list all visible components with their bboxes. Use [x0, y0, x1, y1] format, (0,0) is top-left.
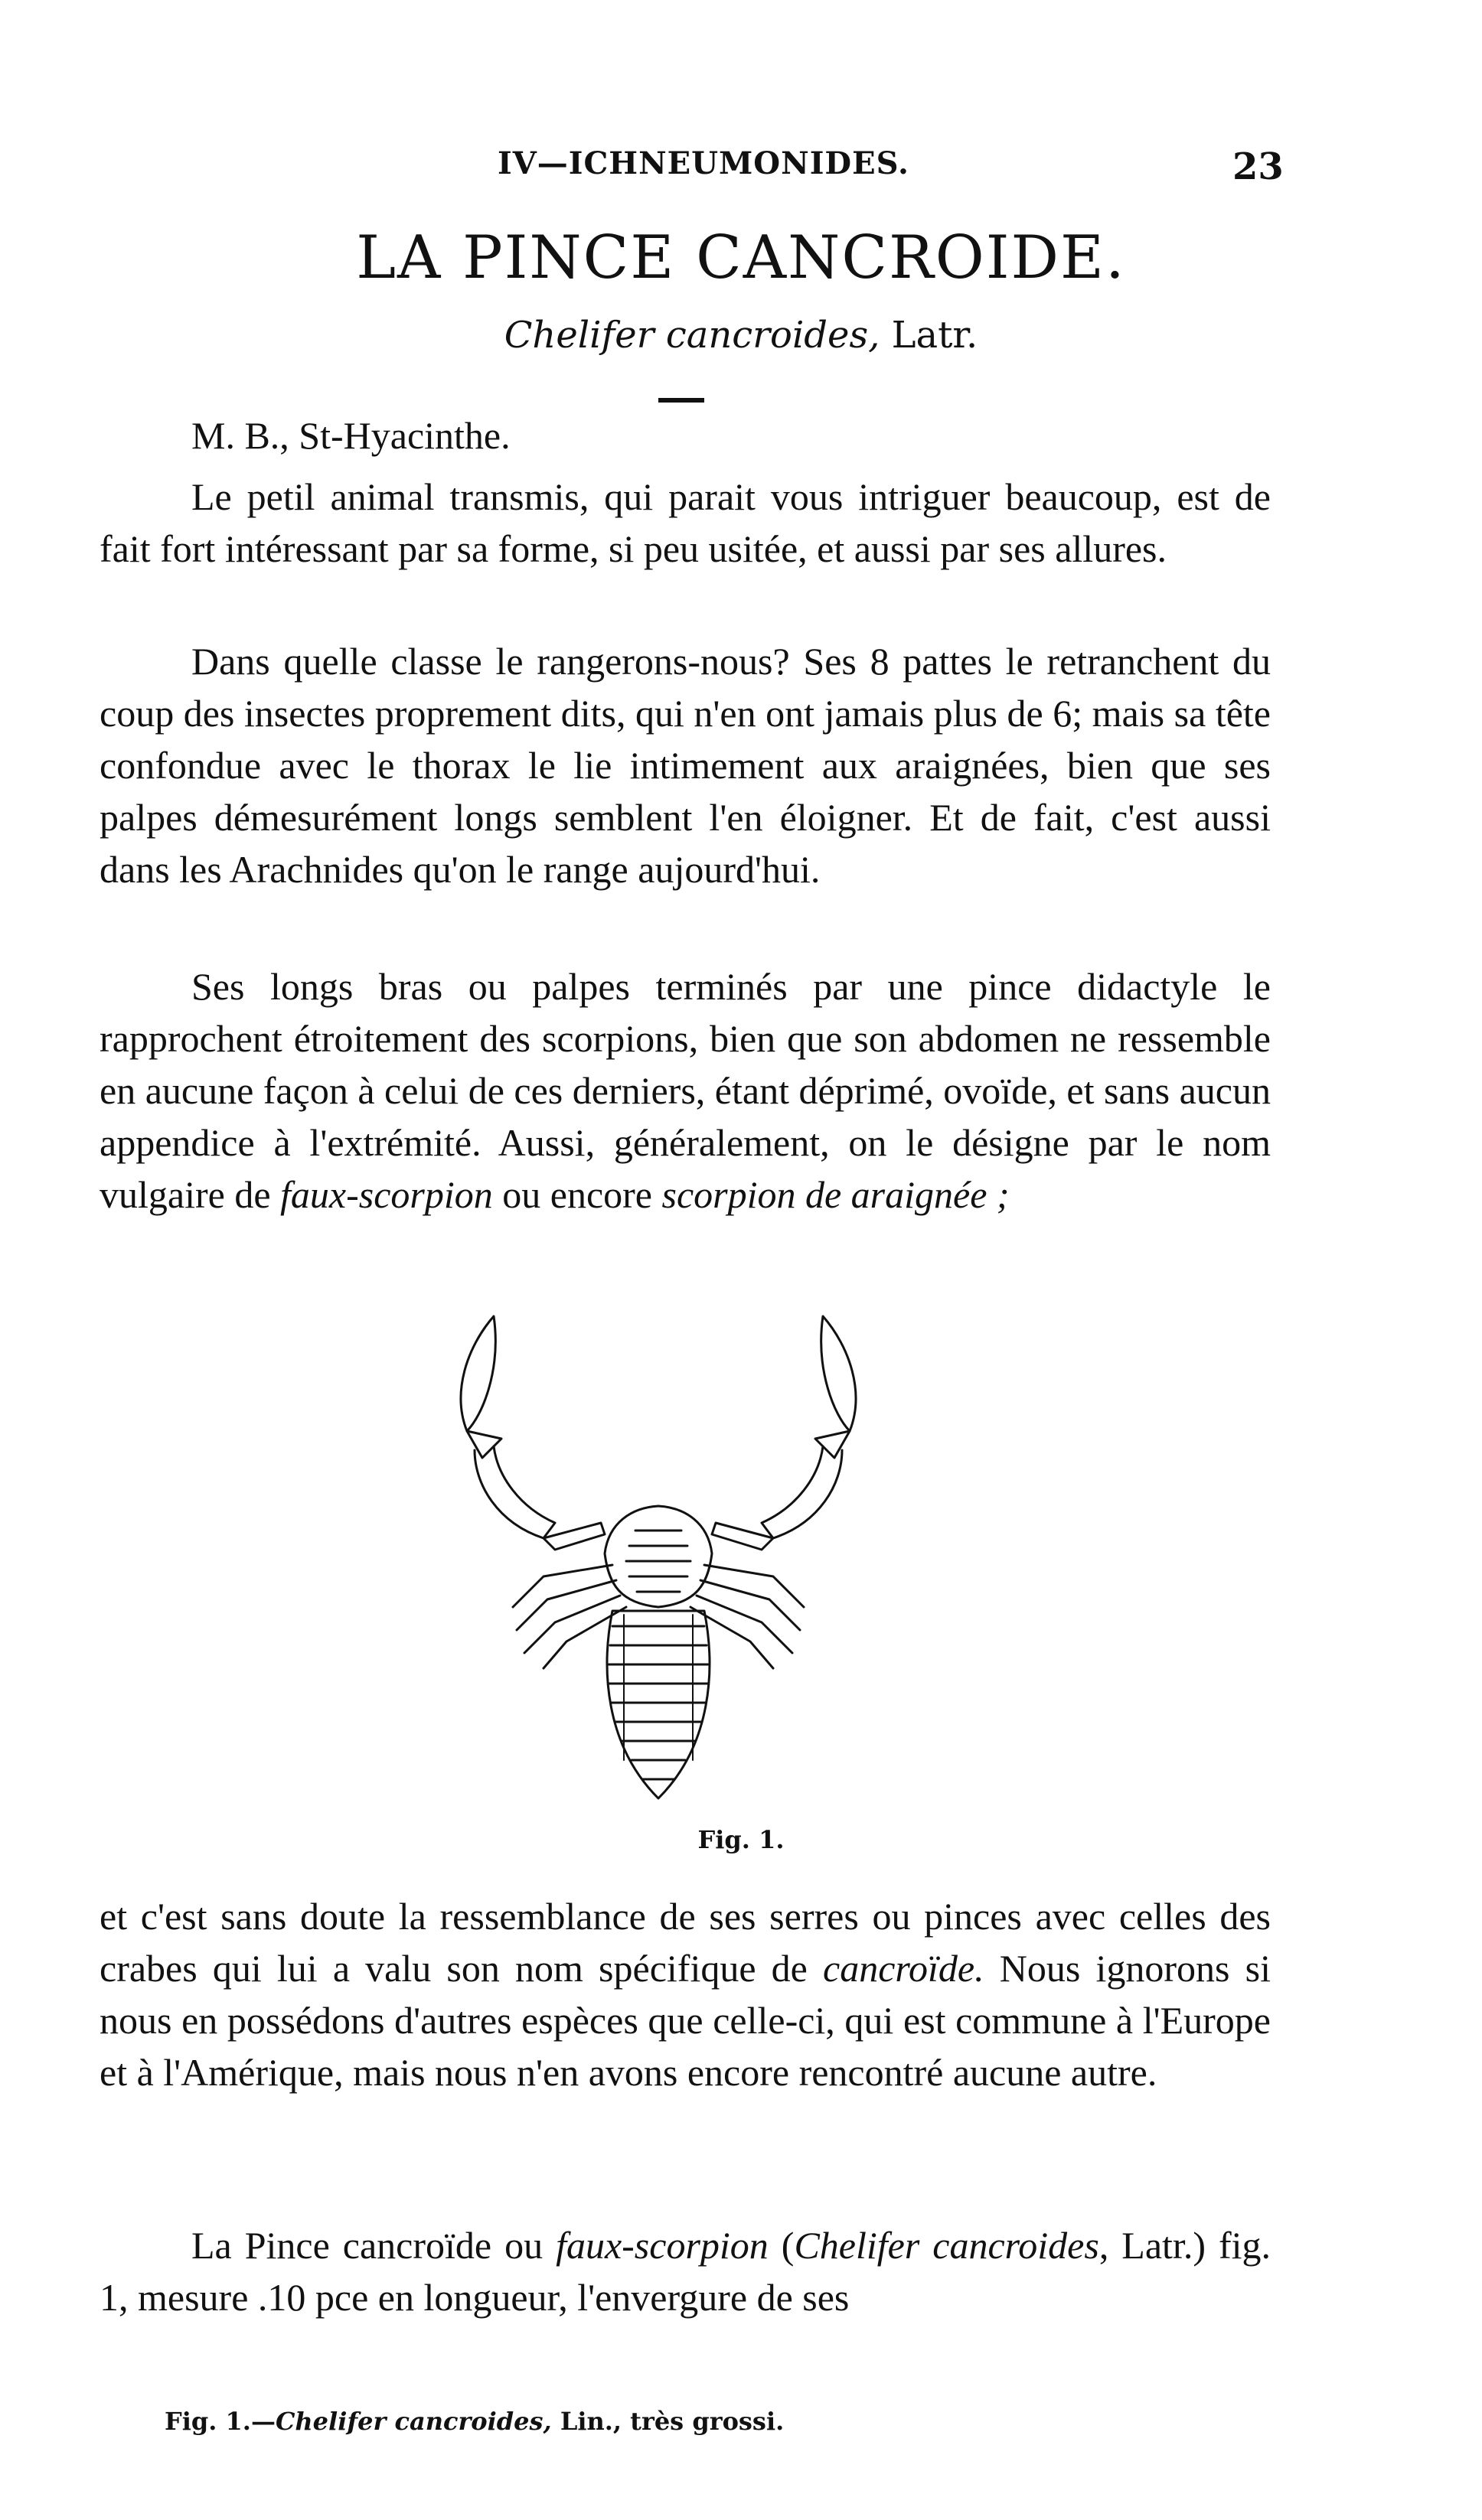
p4-text-a: et c'est sans doute la ressemblance de ses serres ou pinces avec celles des crabes qui lui a valu son nom spécifique de: [100, 1895, 1271, 1990]
figure-label: Fig. 1.: [697, 1825, 785, 1854]
caption-suffix: Lin., très grossi.: [560, 2407, 785, 2436]
p3-text-a: Ses longs bras ou palpes terminés par une pince didactyle le rapprochent étroitement des scorpions, bien que son abdomen ne ressemble en aucune façon à celui de ces derniers, étant déprimé, ovoïde, et sans aucun appendice à l'extrémité. Aussi, généralement, on le désigne par le nom vulgaire de: [100, 965, 1271, 1216]
paragraph-3: [100, 960, 1271, 1221]
species-author: Latr.: [891, 314, 978, 357]
addressee: M. B., St-Hyacinthe.: [191, 414, 511, 457]
p5-text-e: , Latr.) fig. 1, mesure .10 pce en longueur, l'envergure de ses: [100, 2224, 1271, 2319]
p5-species: Chelifer cancroides: [794, 2224, 1099, 2267]
p5-text-a: La Pince cancroïde ou: [191, 2224, 544, 2267]
p3-term-scorpion-araignee: scorpion de araignée ;: [661, 1173, 1010, 1216]
species-name: Chelifer cancroides,: [504, 314, 880, 357]
article-subtitle: [0, 314, 1482, 357]
p3-text-c: ou encore: [502, 1173, 652, 1216]
p3-term-faux-scorpion: faux-scorpion: [280, 1173, 493, 1216]
p5-paren: (: [781, 2224, 795, 2267]
caption-prefix: Fig. 1.—: [165, 2407, 276, 2436]
paragraph-5: [100, 2219, 1271, 2323]
paragraph-4: [100, 1852, 1271, 2137]
p5-term-faux-scorpion: faux-scorpion: [556, 2224, 769, 2267]
running-title: IV—ICHNEUMONIDES.: [498, 145, 909, 181]
title-rule: [658, 398, 704, 403]
caption-species: Chelifer cancroides,: [275, 2407, 552, 2436]
p4-term-cancroide: cancroïde.: [823, 1947, 984, 1990]
paragraph-2: Dans quelle classe le rangerons-nous? Ses 8 pattes le retranchent du coup des insectes proprement dits, qui n'en ont jamais plus de 6; mais sa tête confondue avec le thorax le lie intimement aux araignées, bien que ses palpes démesurément longs semblent l'en éloigner. Et de fait, c'est aussi dans les Arachnides qu'on le range aujourd'hui.: [100, 640, 1271, 891]
paragraph-1: Le petil animal transmis, qui parait vous intriguer beaucoup, est de fait fort intéressant par sa forme, si peu usitée, et aussi par ses allures.: [100, 475, 1271, 570]
pseudoscorpion-illustration: [429, 1301, 888, 1821]
article-title: LA PINCE CANCROIDE.: [356, 223, 1126, 292]
page-number: 23: [1232, 145, 1284, 188]
figure-caption: [165, 2407, 1313, 2436]
p4-text-c: Nous ignorons si nous en possédons d'autres espèces que celle-ci, qui est commune à l'Europe et à l'Amérique, mais nous n'en avons encore rencontré aucune autre.: [100, 1947, 1271, 2094]
